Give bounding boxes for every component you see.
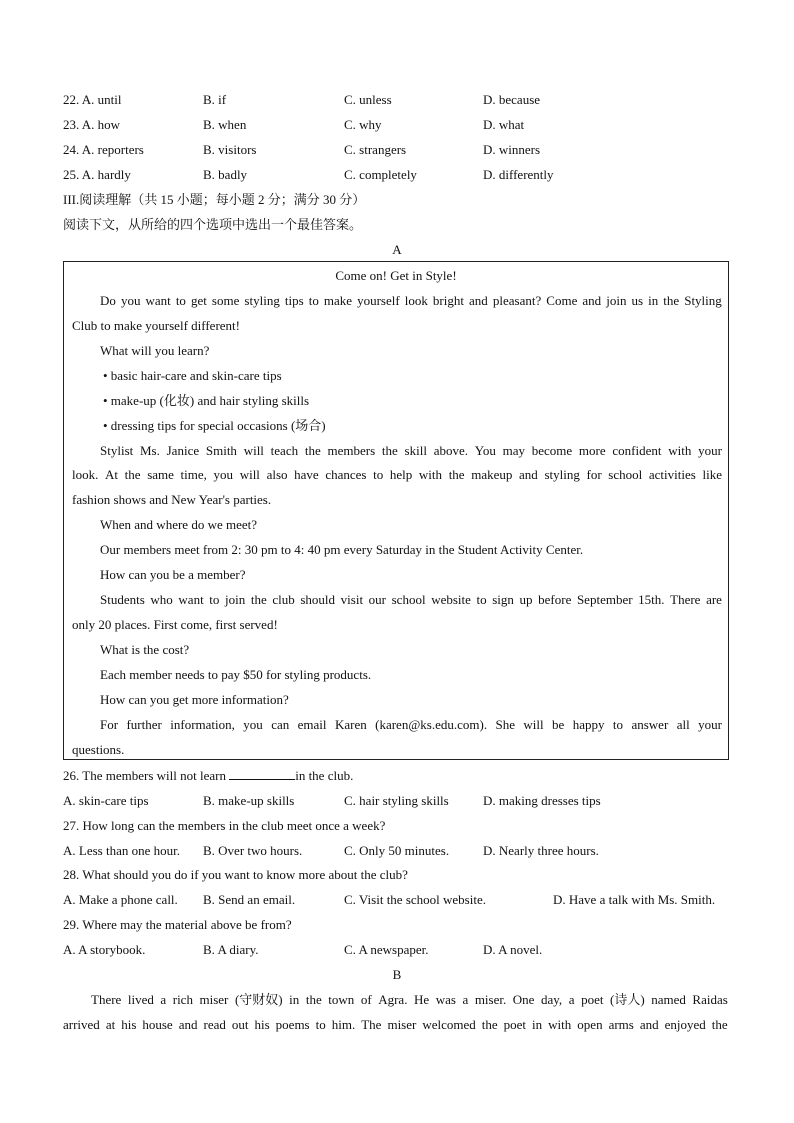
word: welcomed xyxy=(422,1017,476,1032)
word: have xyxy=(294,467,319,482)
word: in xyxy=(648,293,659,308)
word: further xyxy=(126,717,162,732)
word: you xyxy=(243,717,263,732)
word: makeup xyxy=(471,467,513,482)
option-24d: D. winners xyxy=(483,142,541,157)
word: should xyxy=(300,592,336,607)
q28-option-d: D. Have a talk with Ms. Smith. xyxy=(553,892,716,907)
word: join xyxy=(225,592,246,607)
word: to xyxy=(308,293,319,308)
word: to xyxy=(175,293,186,308)
word: and xyxy=(178,1017,198,1032)
word: look. xyxy=(72,467,99,482)
word: miser xyxy=(199,992,229,1007)
option-24a: 24. A. reporters xyxy=(63,142,144,157)
word: to xyxy=(476,592,487,607)
word: There xyxy=(670,592,701,607)
passage-a-box xyxy=(63,261,729,760)
question-26 xyxy=(63,769,353,782)
word: to xyxy=(612,717,624,732)
word: time, xyxy=(180,467,207,482)
word: tips xyxy=(284,293,304,308)
option-22a: 22. A. until xyxy=(63,92,122,107)
word: Students xyxy=(100,592,145,607)
word: answer xyxy=(631,717,669,732)
word: You xyxy=(474,443,496,458)
word: miser. xyxy=(474,992,507,1007)
question-26-stem-post: in the club. xyxy=(295,768,354,783)
word: styling xyxy=(244,293,280,308)
word: There xyxy=(91,992,122,1007)
bullet-dressing: • dressing tips for special occasions (场合) xyxy=(103,418,326,433)
option-23d: D. what xyxy=(483,117,525,132)
word: She xyxy=(495,717,515,732)
word: styling xyxy=(544,467,580,482)
passage-b-line2 xyxy=(63,1018,728,1031)
question-learn: What will you learn? xyxy=(100,343,210,358)
option-25d: D. differently xyxy=(483,167,554,182)
word: a xyxy=(462,992,469,1007)
word: Ms. xyxy=(140,443,160,458)
word: are xyxy=(706,592,722,607)
word: you xyxy=(213,467,234,482)
word: school xyxy=(391,592,426,607)
word: of xyxy=(360,992,372,1007)
word: and xyxy=(469,293,488,308)
word: members xyxy=(327,443,376,458)
word: the xyxy=(305,992,322,1007)
word: will xyxy=(239,467,260,482)
word: skill xyxy=(404,443,427,458)
word: activities xyxy=(648,467,696,482)
q27-option-b: B. Over two hours. xyxy=(203,843,303,858)
passage-a-letter: A xyxy=(392,242,402,257)
word: Agra. xyxy=(378,992,408,1007)
question-cost: What is the cost? xyxy=(100,642,190,657)
option-23a: 23. A. how xyxy=(63,117,121,132)
word: want xyxy=(178,592,204,607)
word: in xyxy=(289,992,300,1007)
word: his xyxy=(254,1017,270,1032)
word: chances xyxy=(325,467,367,482)
q29-option-b: B. A diary. xyxy=(203,942,259,957)
word: the xyxy=(381,443,398,458)
word: you xyxy=(120,293,141,308)
word: pleasant? xyxy=(492,293,542,308)
answer-member-line2: only 20 places. First come, first served! xyxy=(72,617,278,632)
word: us xyxy=(631,293,644,308)
word: him. xyxy=(331,1017,356,1032)
word: 15th. xyxy=(638,592,665,607)
word: your xyxy=(698,443,722,458)
word: One xyxy=(512,992,535,1007)
option-23b: B. when xyxy=(203,117,247,132)
word: rich xyxy=(172,992,193,1007)
word: day, xyxy=(541,992,563,1007)
passage-b-letter: B xyxy=(392,967,402,982)
word: named xyxy=(651,992,686,1007)
section-heading: III.阅读理解（共 15 小题；每小题 2 分；满分 30 分） xyxy=(63,192,366,207)
word: for xyxy=(586,467,602,482)
word: who xyxy=(150,592,173,607)
question-28: 28. What should you do if you want to know more about the club? xyxy=(63,867,408,882)
option-22b: B. if xyxy=(203,92,227,107)
q26-option-c: C. hair styling skills xyxy=(344,793,449,808)
word: before xyxy=(538,592,572,607)
question-26-stem-pre: 26. The members will not learn xyxy=(63,768,226,783)
option-22c: C. unless xyxy=(344,92,392,107)
word: Stylist xyxy=(100,443,134,458)
word: and xyxy=(582,293,602,308)
question-member: How can you be a member? xyxy=(100,567,246,582)
word: at xyxy=(105,1017,116,1032)
word: all xyxy=(676,717,690,732)
option-25c: C. completely xyxy=(344,167,417,182)
word: At xyxy=(105,467,119,482)
word: Raidas xyxy=(692,992,728,1007)
word: same xyxy=(147,467,174,482)
word: more xyxy=(578,443,606,458)
word: (守财奴) xyxy=(234,992,283,1007)
word: with xyxy=(548,1017,572,1032)
word: above. xyxy=(433,443,468,458)
word: poet xyxy=(503,1017,527,1032)
q26-option-d: D. making dresses tips xyxy=(483,793,601,808)
question-29: 29. Where may the material above be from? xyxy=(63,917,292,932)
passage-b-line1 xyxy=(91,993,728,1006)
word: (karen@ks.edu.com). xyxy=(375,717,488,732)
word: join xyxy=(606,293,627,308)
answer-member-line1 xyxy=(100,593,722,606)
answer-info-line1 xyxy=(100,718,722,731)
word: was xyxy=(435,992,456,1007)
word: Styling xyxy=(684,293,722,308)
word: will xyxy=(523,717,544,732)
word: the xyxy=(481,1017,498,1032)
word: the xyxy=(711,1017,728,1032)
word: and xyxy=(639,1017,659,1032)
word: can xyxy=(271,717,290,732)
word: with xyxy=(418,467,443,482)
word: with xyxy=(668,443,692,458)
q26-option-b: B. make-up skills xyxy=(203,793,295,808)
option-25b: B. badly xyxy=(203,167,248,182)
word: also xyxy=(266,467,288,482)
word: email xyxy=(297,717,327,732)
word: read xyxy=(203,1017,226,1032)
word: lived xyxy=(127,992,154,1007)
word: He xyxy=(414,992,430,1007)
word: happy xyxy=(572,717,605,732)
word: up xyxy=(519,592,533,607)
word: sign xyxy=(492,592,514,607)
word: to xyxy=(315,1017,326,1032)
q29-option-c: C. A newspaper. xyxy=(344,942,429,957)
passage-a-p2-line3: fashion shows and New Year's parties. xyxy=(72,492,272,507)
word: bright xyxy=(432,293,464,308)
word: Janice xyxy=(166,443,200,458)
word: Do xyxy=(100,293,116,308)
word: be xyxy=(552,717,565,732)
word: town xyxy=(328,992,355,1007)
word: look xyxy=(404,293,428,308)
word: Karen xyxy=(334,717,367,732)
q27-option-d: D. Nearly three hours. xyxy=(483,843,599,858)
q28-option-a: A. Make a phone call. xyxy=(63,892,178,907)
q29-option-d: D. A novel. xyxy=(483,942,543,957)
q27-option-a: A. Less than one hour. xyxy=(63,843,180,858)
word: house xyxy=(142,1017,173,1032)
word: open xyxy=(577,1017,603,1032)
question-27: 27. How long can the members in the club meet once a week? xyxy=(63,818,386,833)
word: in xyxy=(532,1017,543,1032)
word: enjoyed xyxy=(664,1017,706,1032)
word: some xyxy=(211,293,240,308)
word: (诗人) xyxy=(610,992,645,1007)
word: to xyxy=(373,467,384,482)
word: want xyxy=(145,293,171,308)
word: your xyxy=(698,717,722,732)
word: arms xyxy=(608,1017,634,1032)
q29-option-a: A. A storybook. xyxy=(63,942,146,957)
answer-info-line2: questions. xyxy=(72,742,125,757)
word: website xyxy=(431,592,471,607)
word: the xyxy=(250,592,267,607)
word: the xyxy=(124,467,141,482)
word: confident xyxy=(612,443,662,458)
word: a xyxy=(568,992,575,1007)
word: and xyxy=(519,467,538,482)
option-23c: C. why xyxy=(344,117,382,132)
word: get xyxy=(190,293,207,308)
question-meet: When and where do we meet? xyxy=(100,517,258,532)
q26-option-a: A. skin-care tips xyxy=(63,793,149,808)
word: make xyxy=(323,293,353,308)
word: September xyxy=(576,592,633,607)
question-info: How can you get more information? xyxy=(100,692,289,707)
word: For xyxy=(100,717,119,732)
option-22d: D. because xyxy=(483,92,541,107)
word: miser xyxy=(387,1017,417,1032)
word: may xyxy=(502,443,525,458)
word: The xyxy=(361,1017,382,1032)
word: Smith xyxy=(205,443,237,458)
q28-option-b: B. Send an email. xyxy=(203,892,296,907)
word: a xyxy=(160,992,167,1007)
word: arrived xyxy=(63,1017,100,1032)
word: our xyxy=(368,592,387,607)
passage-a-title: Come on! Get in Style! xyxy=(335,268,457,283)
passage-a-p1-line1 xyxy=(100,294,722,307)
word: his xyxy=(121,1017,137,1032)
option-25a: 25. A. hardly xyxy=(63,167,131,182)
word: like xyxy=(702,467,722,482)
q27-option-c: C. Only 50 minutes. xyxy=(344,843,450,858)
answer-cost: Each member needs to pay $50 for styling products. xyxy=(100,667,372,682)
answer-blank xyxy=(229,769,295,780)
passage-a-p2-line2 xyxy=(72,468,722,481)
passage-a-p2-line1 xyxy=(100,444,722,457)
word: become xyxy=(531,443,573,458)
word: teach xyxy=(270,443,299,458)
passage-a-p1-line2: Club to make yourself different! xyxy=(72,318,240,333)
word: help xyxy=(389,467,413,482)
word: poems xyxy=(275,1017,310,1032)
word: yourself xyxy=(357,293,400,308)
word: school xyxy=(608,467,643,482)
bullet-makeup: • make-up (化妆) and hair styling skills xyxy=(103,393,310,408)
word: to xyxy=(209,592,220,607)
answer-meet: Our members meet from 2: 30 pm to 4: 40 pm every Saturday in the Student Activity Center. xyxy=(100,542,584,557)
q28-option-c: C. Visit the school website. xyxy=(344,892,486,907)
word: information, xyxy=(170,717,235,732)
option-24c: C. strangers xyxy=(344,142,407,157)
word: out xyxy=(231,1017,249,1032)
word: the xyxy=(448,467,465,482)
word: the xyxy=(663,293,680,308)
word: poet xyxy=(581,992,604,1007)
section-instruction: 阅读下文，从所给的四个选项中选出一个最佳答案。 xyxy=(63,217,363,232)
word: the xyxy=(304,443,321,458)
word: club xyxy=(272,592,295,607)
bullet-hair-skin: • basic hair-care and skin-care tips xyxy=(103,368,282,383)
word: Come xyxy=(546,293,578,308)
word: will xyxy=(243,443,264,458)
option-24b: B. visitors xyxy=(203,142,257,157)
word: visit xyxy=(340,592,364,607)
